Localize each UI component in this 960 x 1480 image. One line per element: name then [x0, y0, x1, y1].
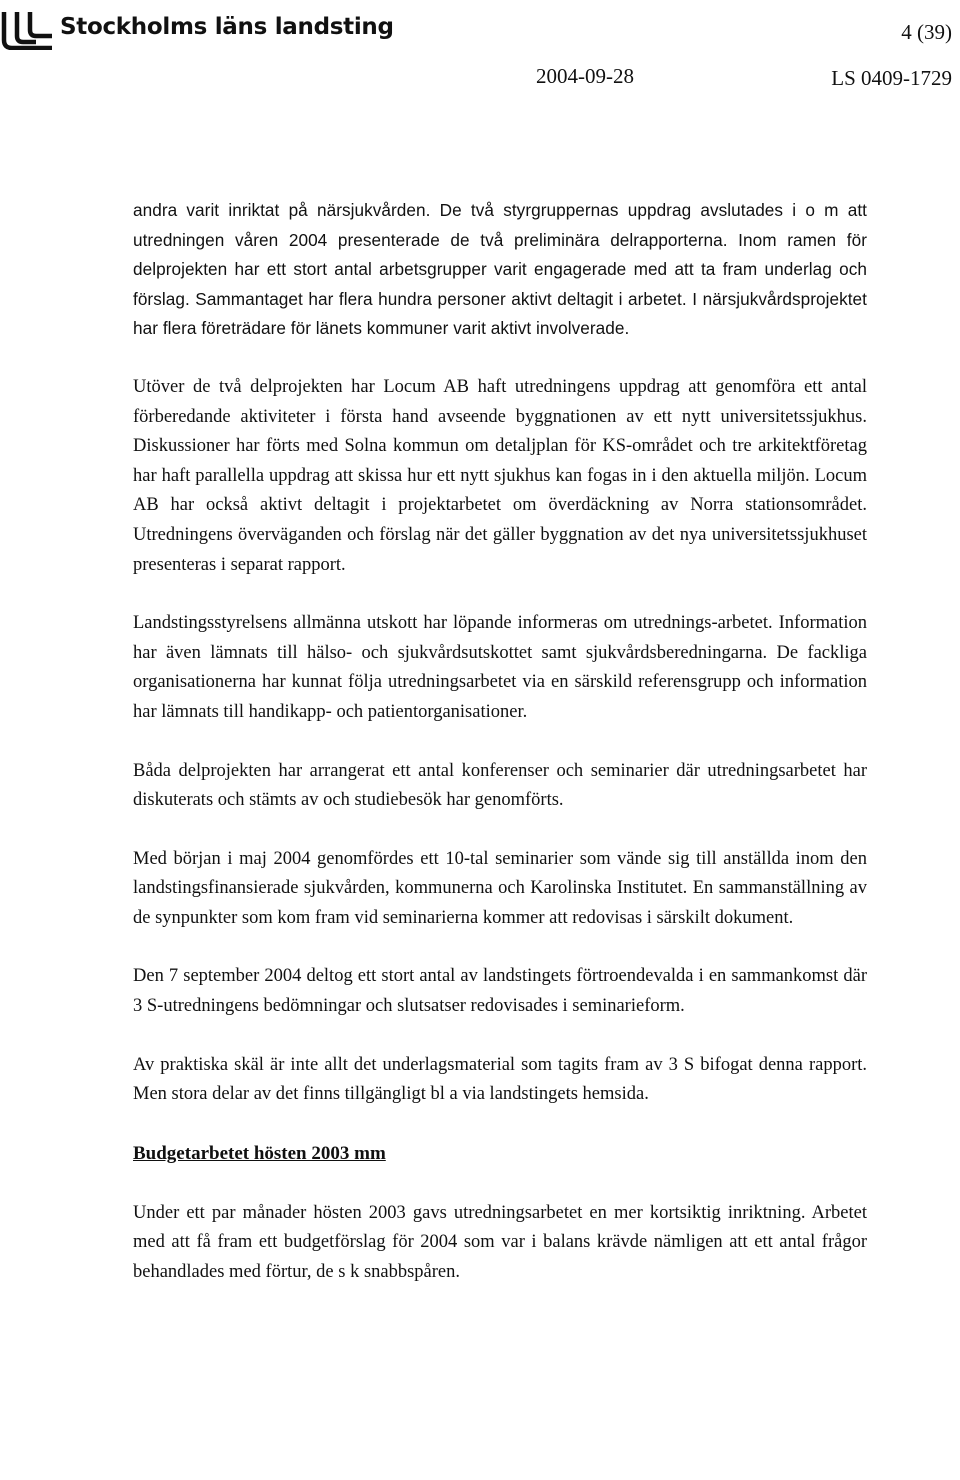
document-date: 2004-09-28 [536, 64, 634, 88]
section-heading: Budgetarbetet hösten 2003 mm [133, 1142, 386, 1164]
sll-logo-icon [0, 10, 54, 50]
paragraph-1: andra varit inriktat på närsjukvården. De två styrgruppernas uppdrag avslutades i o m att utredningen våren 2004 presenterade de två preliminära delrapporterna. Inom ramen för delprojekten har ett stort antal arbetsgrupper varit engagerade med att ta fram underlag och förslag. Sammantaget har flera hundra personer aktivt deltagit i arbetet. I närsjukvårdsprojektet har flera företrädare för länets kommuner varit aktivt involverade. [133, 200, 867, 339]
paragraph-4: Båda delprojekten har arrangerat ett antal konferenser och seminarier där utredningsarbetet har diskuterats och stämts av och studiebesök har genomförts. [133, 760, 867, 811]
page-header [0, 0, 960, 100]
paragraph-6: Den 7 september 2004 deltog ett stort antal av landstingets förtroendevalda i en sammankomst där 3 S-utredningens bedömningar och slutsatser redovisades i seminarieform. [133, 966, 867, 1017]
organization-name: Stockholms läns landsting [60, 14, 394, 40]
page-number: 4 (39) [901, 20, 952, 44]
document-reference: LS 0409-1729 [831, 66, 952, 90]
paragraph-2: Utöver de två delprojekten har Locum AB haft utredningens uppdrag att genomföra ett antal förberedande aktiviteter i första hand avseende byggnationen av ett nytt universitetssjukhus. Diskussioner har förts med Solna kommun om detaljplan för KS-området och tre arkitektföretag har haft parallella uppdrag att skissa hur ett nytt sjukhus kan fogas in i den aktuella miljön. Locum AB har också aktivt deltagit i projektarbetet om överdäckning av Norra stationsområdet. Utredningens överväganden och förslag när det gäller byggnation av det nya universitetssjukhuset presenteras i separat rapport. [133, 376, 867, 575]
paragraph-8: Under ett par månader hösten 2003 gavs utredningsarbetet en mer kortsiktig inriktning. Arbetet med att få fram ett budgetförslag för 2004 som var i balans krävde nämligen att ett antal frågor behandlades med förtur, de s k snabbspåren. [133, 1202, 867, 1283]
paragraph-7: Av praktiska skäl är inte allt det underlagsmaterial som tagits fram av 3 S bifogat denna rapport. Men stora delar av det finns tillgängligt bl a via landstingets hemsida. [133, 1054, 867, 1105]
document-body [133, 196, 867, 1317]
paragraph-5: Med början i maj 2004 genomfördes ett 10-tal seminarier som vände sig till anställda inom den landstingsfinansierade sjukvården, kommunerna och Karolinska Institutet. En sammanställning av de synpunkter som kom fram vid seminarierna kommer att redovisas i särskilt dokument. [133, 848, 867, 928]
paragraph-3: Landstingsstyrelsens allmänna utskott har löpande informeras om utrednings-arbetet. Information har även lämnats till hälso- och sjukvårdsutskottet samt sjukvårdsberedningarna. De fackliga organisationerna har kunnat följa utredningsarbetet via en särskild referensgrupp och information har lämnats till handikapp- och patientorganisationer. [133, 613, 867, 722]
